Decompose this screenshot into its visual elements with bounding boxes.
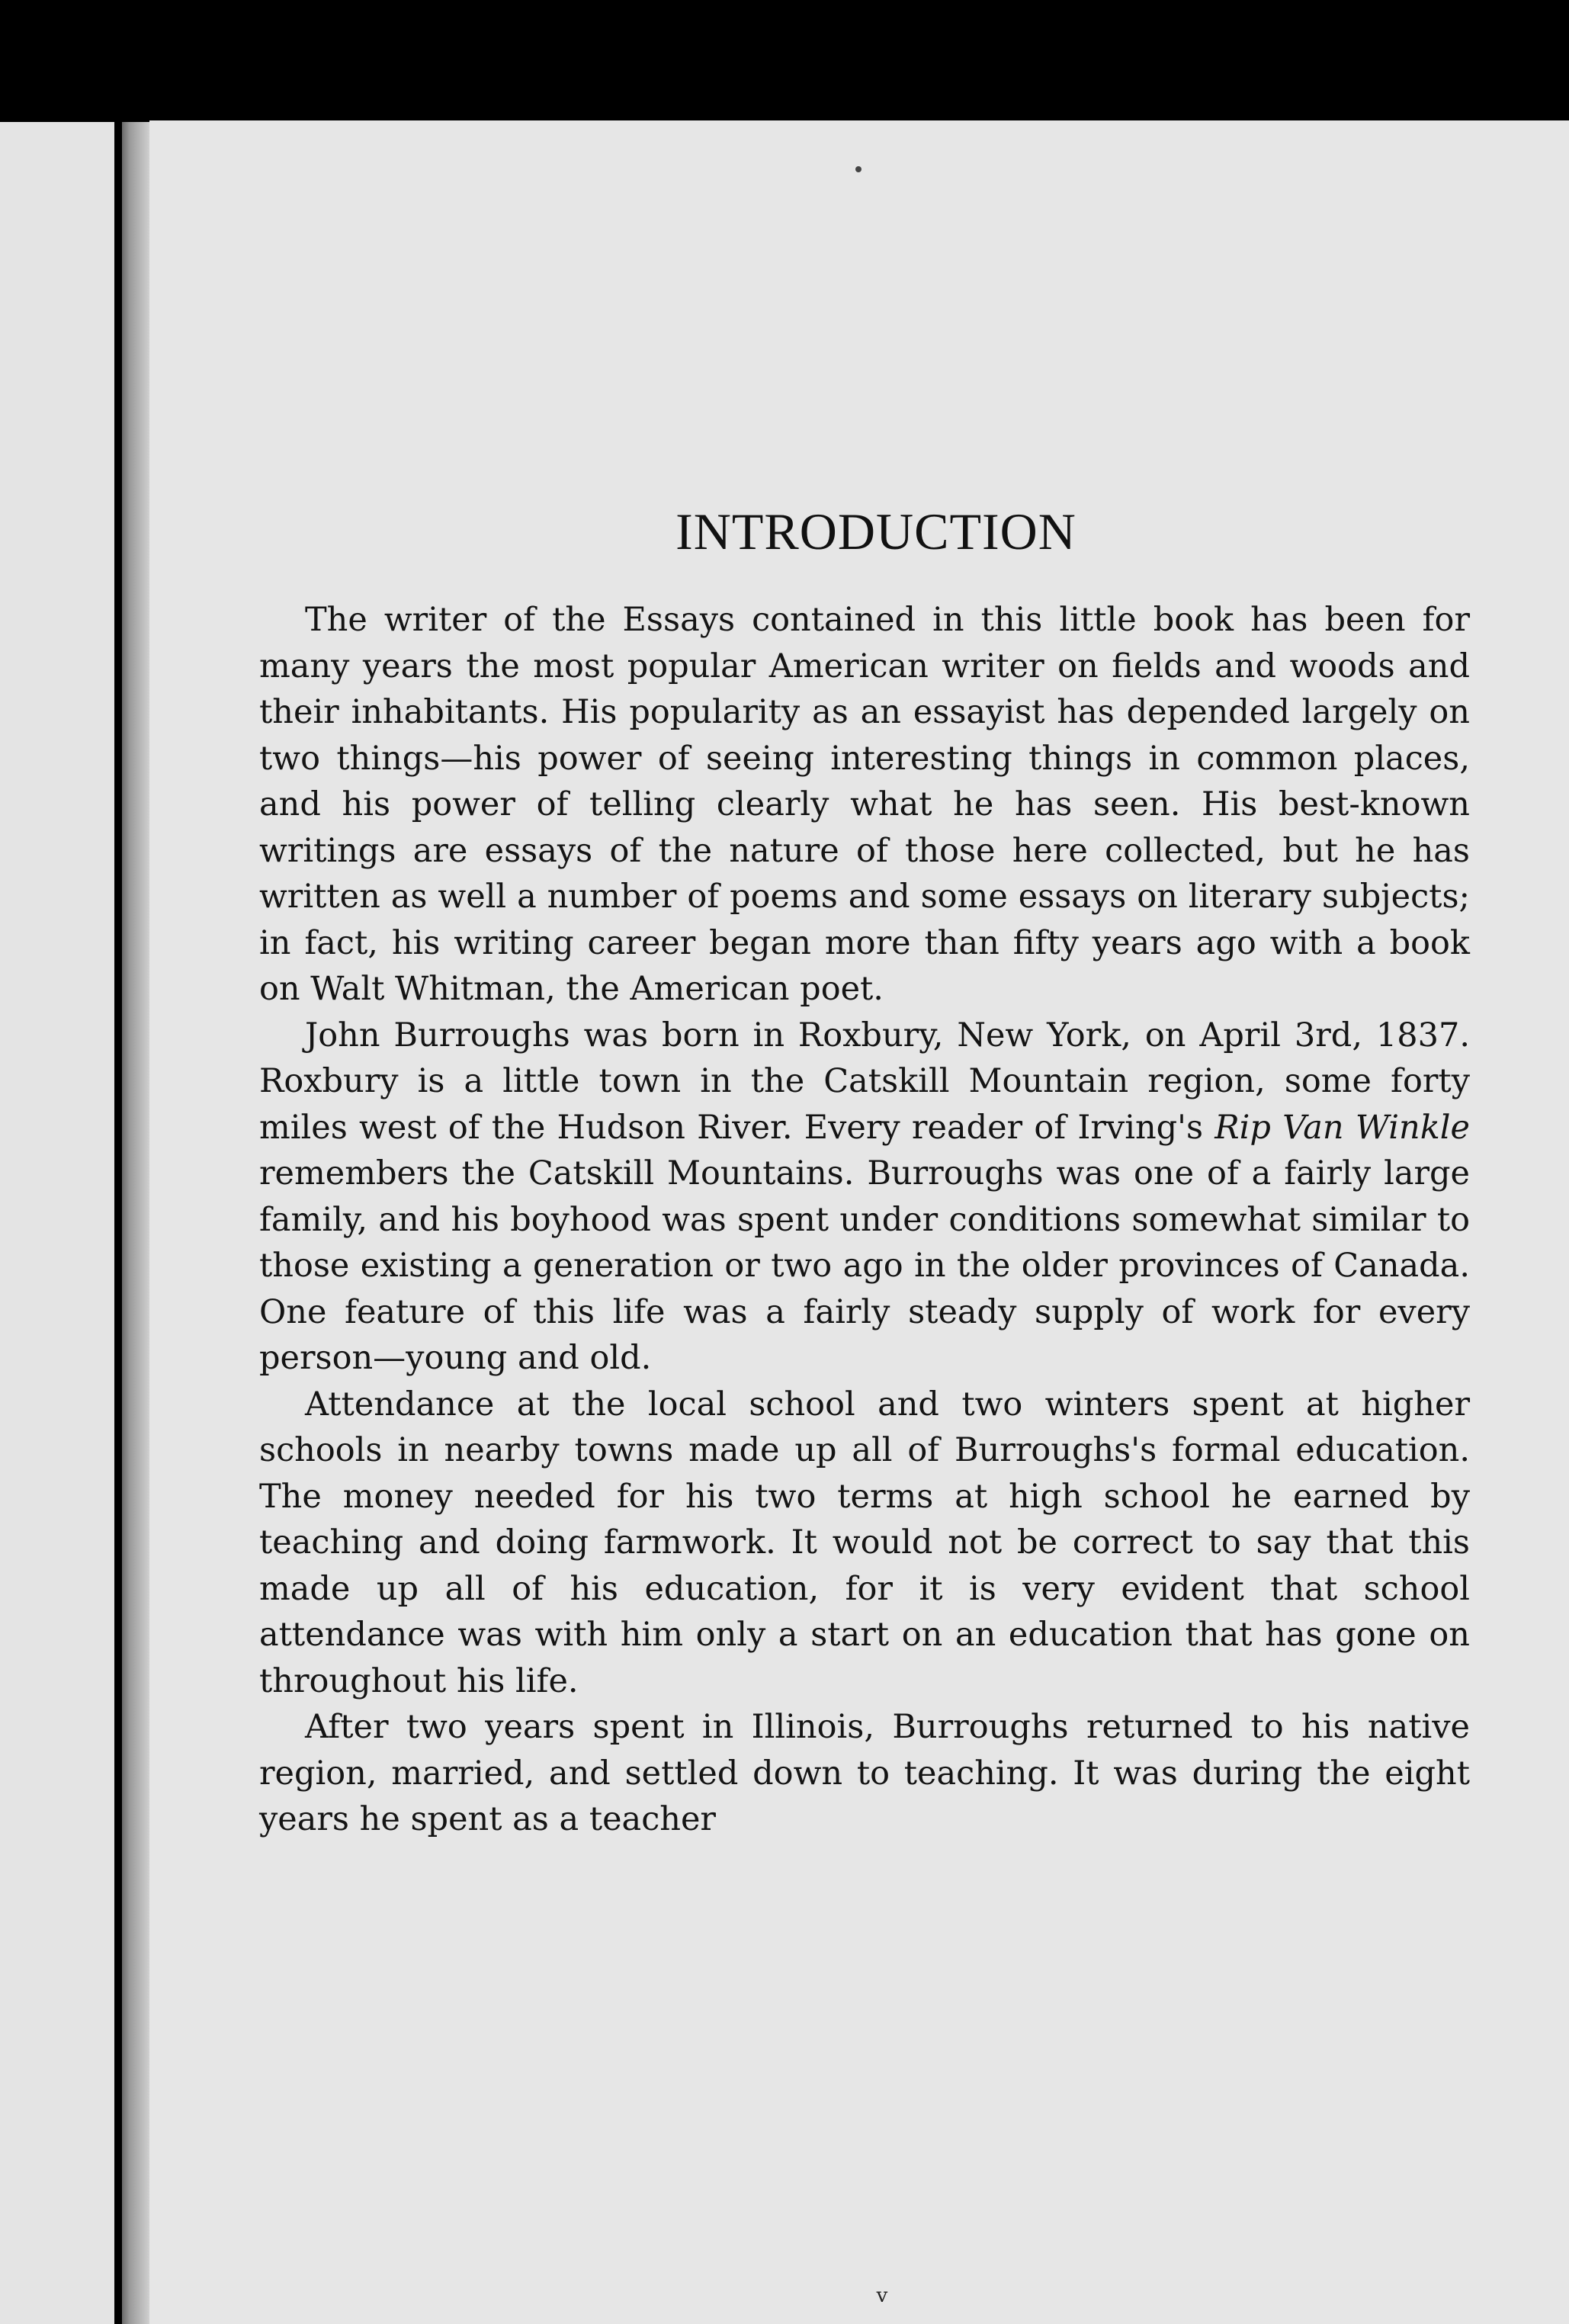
paragraph-2 [259, 1013, 1470, 1382]
book-page [149, 120, 1569, 2324]
book-title-italic: Rip Van Winkle [1214, 1108, 1470, 1147]
text-block [259, 502, 1470, 1843]
paragraph-4 [259, 1704, 1470, 1843]
paragraph-2-text-start: John Burroughs was born in Roxbury, New York, on April 3rd, 1837. Roxbury is a little town in the Catskill Mountain region, some forty miles west of the Hudson River. Every reader of Irving's [259, 1016, 1470, 1147]
book-gutter-shadow [122, 122, 152, 2324]
paragraph-2-text-end: remembers the Catskill Mountains. Burroughs was one of a fairly large family, and his boyhood was spent under conditions somewhat similar to those existing a generation or two ago in the older provinces of Canada. One feature of this life was a fairly steady supply of work for every person—young and old. [259, 1154, 1470, 1377]
paragraph-4-text: After two years spent in Illinois, Burroughs returned to his native region, married, and settled down to teaching. It was during the eight years he spent as a teacher [259, 1708, 1470, 1838]
page-number: v [876, 2284, 888, 2307]
paragraph-1 [259, 597, 1470, 1013]
page-title: INTRODUCTION [675, 502, 1076, 560]
scan-speck [855, 166, 862, 172]
paragraph-1-text: The writer of the Essays contained in this little book has been for many years the most popular American writer on fields and woods and their inhabitants. His popularity as an essayist has depended largely on two things—his power of seeing interesting things in common places, and his power of telling clearly what he has seen. His best-known writings are essays of the nature of those here collected, but he has written as well a number of poems and some essays on literary subjects; in fact, his writing career began more than fifty years ago with a book on Walt Whitman, the American poet. [259, 601, 1470, 1008]
paragraph-3 [259, 1382, 1470, 1705]
previous-page-edge [0, 122, 114, 2324]
paragraph-3-text: Attendance at the local school and two winters spent at higher schools in nearby towns made up all of Burroughs's formal education. The money needed for his two terms at high school he earned by teaching and doing farmwork. It would not be correct to say that this made up all of his education, for it is very evident that school attendance was with him only a start on an education that has gone on throughout his life. [259, 1385, 1470, 1700]
